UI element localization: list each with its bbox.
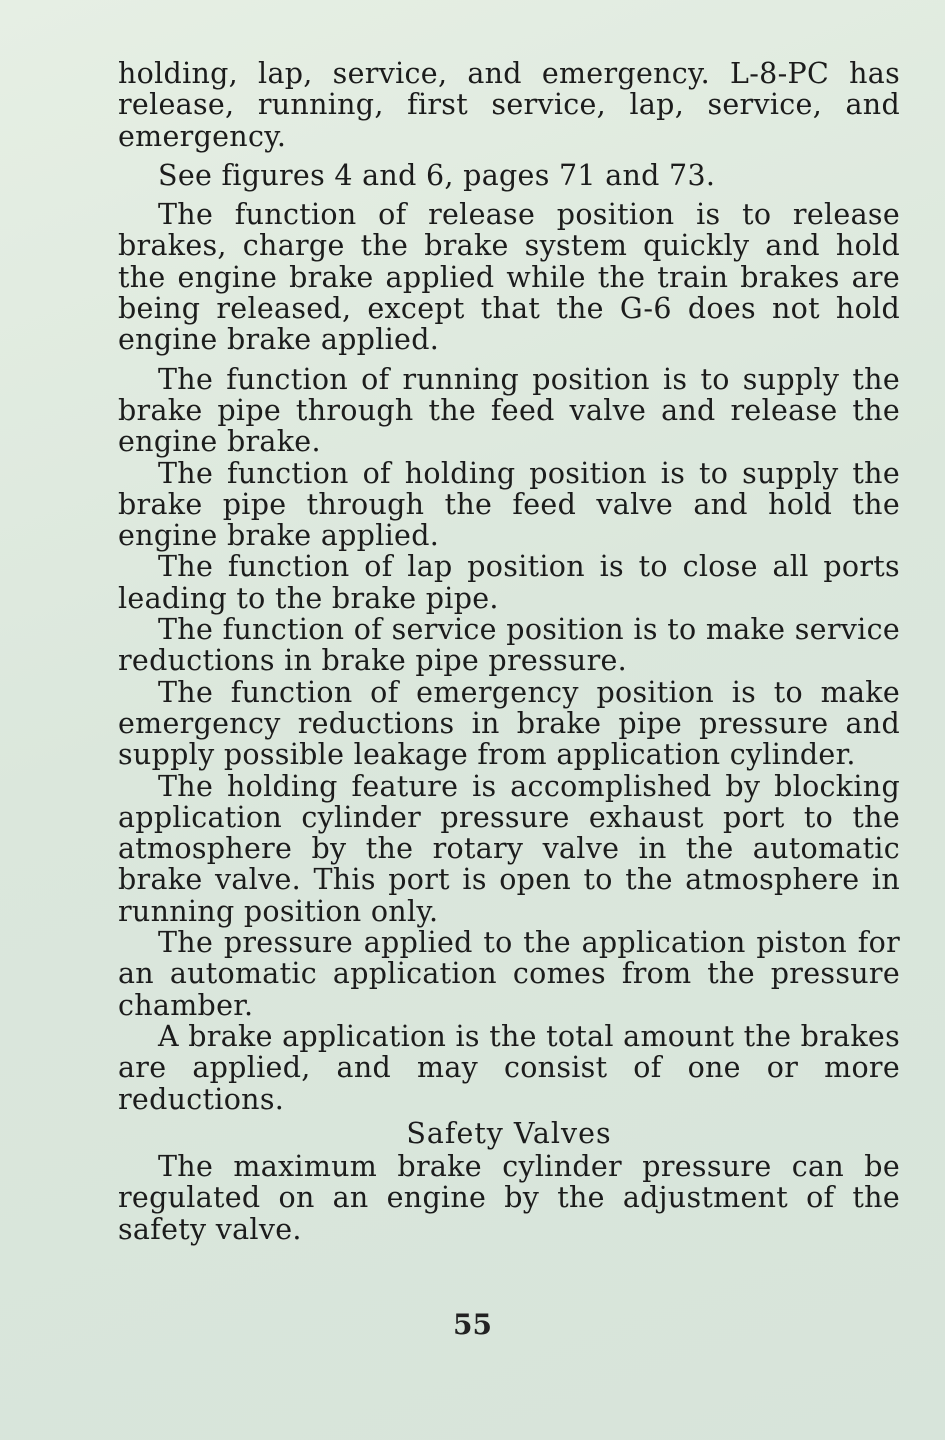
paragraph-application-piston: The pressure applied to the application piston for an automatic application comes from the pressure chamber. [118,926,900,1022]
paragraph-holding-feature: The holding feature is accomplished by blocking application cylinder pressure exhaust port to the atmosphere by the rotary valve in the automatic brake valve. This port is open to the atmosphere in running position only. [118,769,900,928]
page-number: 55 [453,1308,492,1341]
page-body [118,58,900,1245]
paragraph-holding-position: The function of holding position is to supply the brake pipe through the feed valve and hold the engine brake applied. [118,456,900,553]
paragraph-safety-valves: The maximum brake cylinder pressure can be regulated on an engine by the adjustment of the safety valve. [118,1150,900,1246]
paragraph-continued: holding, lap, service, and emergency. L-8-PC has release, running, first service, lap, service, and emergency. [118,57,900,153]
paragraph-service-position: The function of service position is to make service reductions in brake pipe pressure. [118,613,900,678]
paragraph-release-position: The function of release position is to release brakes, charge the brake system quickly and hold the engine brake applied while the train brakes are being released, except that the G-6 does not hold engine brake applied. [118,198,900,357]
paragraph-running-position: The function of running position is to supply the brake pipe through the feed valve and release the engine brake. [118,362,900,459]
paragraph-see-figures: See figures 4 and 6, pages 71 and 73. [158,158,716,192]
paragraph-brake-application: A brake application is the total amount the brakes are applied, and may consist of one or more reductions. [118,1019,901,1116]
paragraph-lap-position: The function of lap position is to close all ports leading to the brake pipe. [118,550,900,615]
paragraph-emergency-position: The function of emergency position is to make emergency reductions in brake pipe pressure and supply possible leakage from application cylinder. [118,675,900,772]
section-heading: Safety Valves [406,1116,612,1150]
